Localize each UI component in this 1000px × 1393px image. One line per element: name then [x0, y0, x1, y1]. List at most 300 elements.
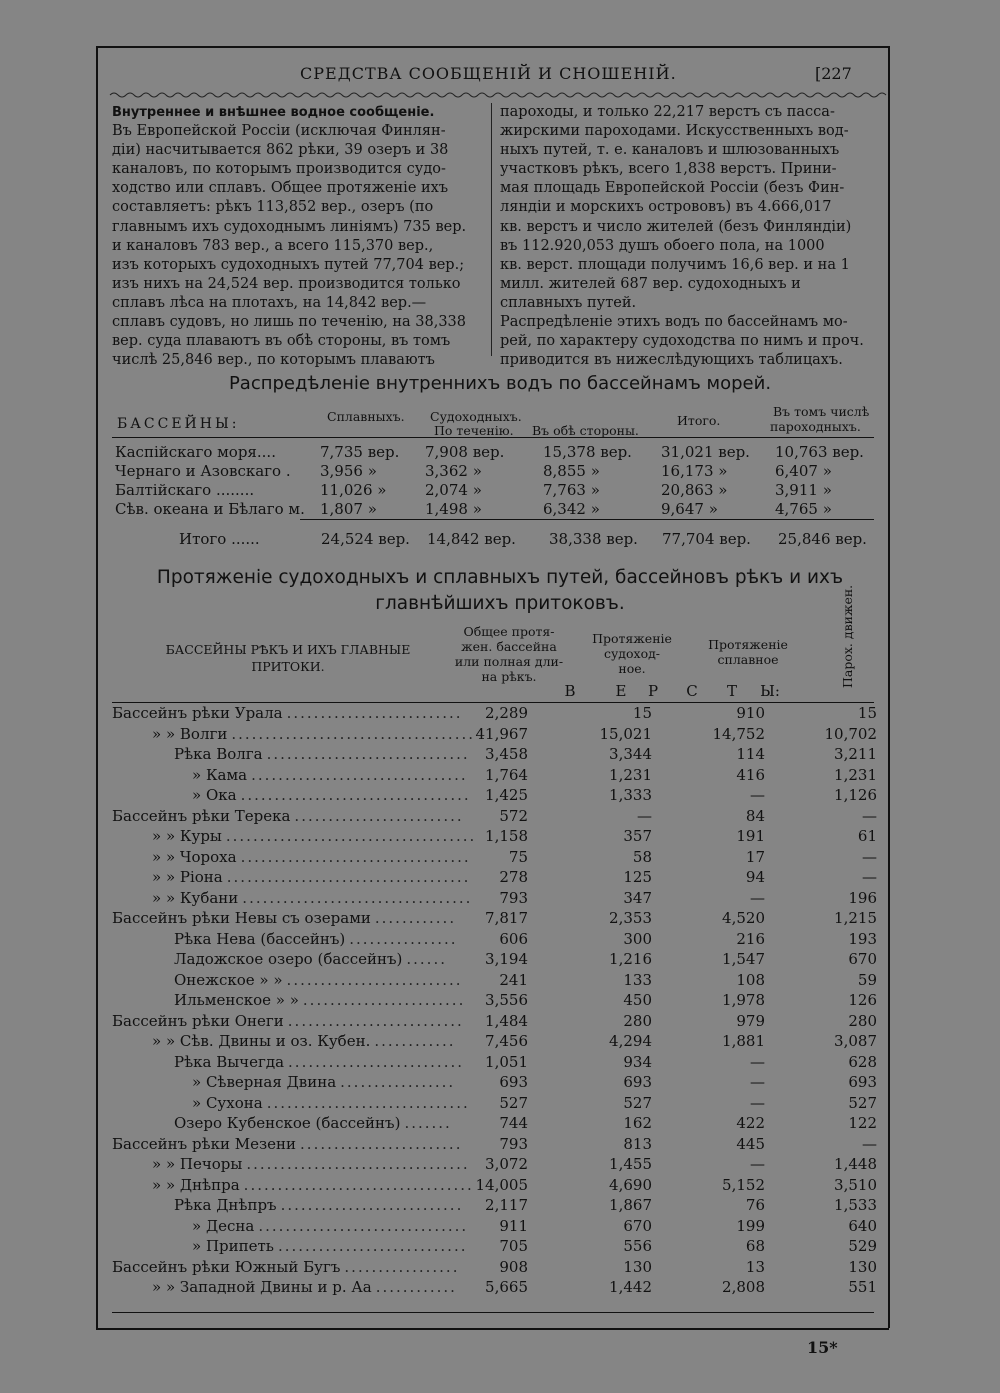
- table2-header-sudo: [582, 631, 682, 676]
- table-row: [112, 1258, 877, 1279]
- table-row: [112, 930, 877, 951]
- cell-sudo: 133: [623, 970, 652, 989]
- cell-par: 1,126: [834, 786, 877, 804]
- cell-sudo: 125: [623, 868, 652, 886]
- frame-bottom-rule: [96, 1328, 889, 1330]
- text-column-left: [112, 103, 484, 370]
- leader-dots: .................................: [246, 1155, 470, 1173]
- cell-par: 280: [848, 1011, 877, 1030]
- cell-par: 196: [848, 888, 877, 907]
- cell-total: 3,194: [485, 950, 528, 968]
- leader-dots: ........................: [302, 991, 466, 1009]
- leader-dots: ...............................: [258, 1216, 469, 1235]
- cell-splav: 910: [736, 704, 765, 722]
- table1-total-rule: [300, 519, 874, 520]
- versty-letter: Р: [647, 682, 659, 700]
- leader-dots: ..................................: [240, 786, 471, 804]
- text-line: вер. суда плаваютъ въ обѣ стороны, въ томъ: [112, 333, 451, 350]
- leader-dots: ....................................: [231, 724, 475, 743]
- river-name: » Сѣверная Двина: [192, 1073, 337, 1091]
- table1-cell-a: 11,026 »: [320, 481, 387, 499]
- table1-cell-d: 20,863 »: [661, 481, 728, 499]
- text-line: милл. жителей 687 вер. судоходныхъ и: [500, 275, 801, 292]
- table1-header-tech: По теченію.: [434, 423, 514, 438]
- table-row: [112, 704, 877, 725]
- cell-sudo: 130: [623, 1257, 652, 1276]
- cell-par: —: [862, 1134, 877, 1153]
- cell-par: 628: [848, 1052, 877, 1071]
- cell-total: 241: [499, 970, 528, 989]
- leader-dots: ..................................: [240, 847, 471, 866]
- table1-cell-d: 16,173 »: [661, 462, 728, 480]
- cell-splav: 2,808: [722, 1278, 765, 1296]
- river-name: » » Печоры: [152, 1155, 243, 1173]
- header-line: сплавное: [717, 652, 779, 667]
- river-name: » » Куры: [152, 827, 222, 845]
- cell-par: 3,087: [834, 1032, 877, 1050]
- cell-par: 122: [848, 1114, 877, 1132]
- table1-header-sudo: Судоходныхъ.: [430, 409, 522, 424]
- cell-splav: 68: [745, 1237, 765, 1255]
- table-row: [112, 725, 877, 746]
- cell-sudo: 670: [623, 1216, 652, 1235]
- table2-title-line2: главнѣйшихъ притоковъ.: [375, 593, 625, 614]
- river-name: » Припеть: [192, 1237, 274, 1255]
- leader-dots: ..............................: [266, 1093, 470, 1112]
- cell-par: 527: [848, 1093, 877, 1112]
- table-row: [112, 1155, 877, 1176]
- table1-total-a: 24,524 вер.: [321, 530, 410, 548]
- river-name: » Ока: [192, 786, 237, 804]
- cell-splav: 14,752: [712, 724, 765, 743]
- river-name: Ладожское озеро (бассейнъ): [174, 950, 403, 968]
- cell-total: 5,665: [485, 1278, 528, 1296]
- cell-par: —: [862, 847, 877, 866]
- cell-sudo: 1,231: [609, 765, 652, 784]
- cell-splav: 191: [736, 827, 765, 845]
- leader-dots: ..........................: [286, 970, 463, 989]
- cell-sudo: 15,021: [599, 724, 652, 743]
- table1-cell-e: 3,911 »: [775, 481, 832, 499]
- table1-cell-c: 6,342 »: [543, 500, 600, 518]
- table1-cell-c: 7,763 »: [543, 481, 600, 499]
- cell-sudo: —: [637, 806, 652, 825]
- table1-total-b: 14,842 вер.: [427, 530, 516, 548]
- leader-dots: ................................: [251, 765, 468, 784]
- cell-sudo: 357: [623, 827, 652, 845]
- cell-splav: 5,152: [722, 1175, 765, 1194]
- cell-sudo: 450: [623, 991, 652, 1009]
- cell-splav: 17: [745, 847, 765, 866]
- header-line: или полная дли-: [454, 654, 564, 669]
- cell-par: 1,231: [834, 765, 877, 784]
- table-row: [112, 991, 877, 1012]
- cell-total: 572: [499, 806, 528, 825]
- text-line: изъ которыхъ судоходныхъ путей 77,704 вер.;: [112, 256, 465, 273]
- cell-sudo: 693: [623, 1073, 652, 1091]
- cell-splav: 416: [736, 765, 765, 784]
- river-name: Рѣка Днѣпръ: [174, 1196, 277, 1214]
- leader-dots: ......: [406, 950, 447, 968]
- text-line: жирскими пароходами. Искусственныхъ вод-: [500, 123, 849, 140]
- table-row: [112, 909, 877, 930]
- table-row: [112, 1032, 877, 1053]
- leader-dots: ............: [374, 909, 457, 927]
- versty-letter: В: [564, 682, 576, 700]
- leader-dots: ..................................: [243, 1175, 474, 1194]
- table2-header-name-1: БАССЕЙНЫ РѢКЪ И ИХЪ ГЛАВНЫЕ: [165, 642, 411, 657]
- cell-splav: 84: [745, 806, 765, 825]
- leader-dots: .................: [344, 1257, 460, 1276]
- cell-splav: 1,881: [722, 1032, 765, 1050]
- cell-total: 14,005: [475, 1175, 528, 1194]
- table-row: [112, 950, 877, 971]
- table1-cell-d: 9,647 »: [661, 500, 718, 518]
- header-line: Протяженіе: [708, 637, 788, 652]
- text-line: участковъ рѣкъ, всего 1,838 верстъ. Прини-: [500, 161, 837, 178]
- frame-right-rule: [888, 46, 890, 1328]
- river-name: Бассейнъ рѣки Урала: [112, 704, 283, 722]
- cell-sudo: 3,344: [609, 745, 652, 763]
- cell-total: 744: [499, 1114, 528, 1132]
- cell-par: 1,215: [834, 909, 877, 927]
- text-line: изъ нихъ на 24,524 вер. производится только: [112, 275, 461, 292]
- versty-letter: Ы:: [760, 682, 780, 700]
- table-row: [112, 848, 877, 869]
- table-row: [115, 481, 875, 501]
- text-line: пароходы, и только 22,217 верстъ съ пасса-: [500, 104, 835, 120]
- leader-dots: .....................................: [225, 827, 477, 845]
- leader-dots: ..........................: [286, 704, 463, 722]
- table1-total-c: 38,338 вер.: [549, 530, 638, 548]
- river-name: Онежское » »: [174, 970, 283, 989]
- table1-cell-c: 8,855 »: [543, 462, 600, 480]
- cell-total: 3,556: [485, 991, 528, 1009]
- cell-splav: —: [750, 1155, 765, 1173]
- text-line: ходство или сплавъ. Общее протяженіе ихъ: [112, 180, 449, 197]
- cell-par: 551: [848, 1278, 877, 1296]
- river-name: » » Кубани: [152, 888, 239, 907]
- text-line: кв. верстъ и число жителей (безъ Финляндіи): [500, 218, 852, 235]
- table-row: [112, 807, 877, 828]
- leader-dots: ............: [374, 1032, 456, 1050]
- cell-total: 693: [499, 1073, 528, 1091]
- cell-total: 2,289: [485, 704, 528, 722]
- cell-par: 130: [848, 1257, 877, 1276]
- cell-splav: 199: [736, 1216, 765, 1235]
- cell-total: 606: [499, 929, 528, 948]
- cell-sudo: 1,333: [609, 786, 652, 804]
- table1-header-splav: Сплавныхъ.: [327, 409, 405, 424]
- leader-dots: ..............................: [266, 745, 470, 763]
- cell-splav: —: [750, 786, 765, 804]
- table-row: [112, 971, 877, 992]
- text-line: числѣ 25,846 вер., по которымъ плаваютъ: [112, 352, 435, 369]
- table-row: [112, 1135, 877, 1156]
- cell-total: 1,425: [485, 786, 528, 804]
- cell-par: 529: [848, 1237, 877, 1255]
- river-name: » » Сѣв. Двины и оз. Кубен.: [152, 1032, 371, 1050]
- cell-splav: 1,547: [722, 950, 765, 968]
- river-name: Бассейнъ рѣки Невы съ озерами: [112, 909, 371, 927]
- cell-sudo: 813: [623, 1134, 652, 1153]
- text-line: въ 112.920,053 душъ обоего пола, на 1000: [500, 237, 825, 254]
- text-line: сплавъ судовъ, но лишь по теченію, на 38,338: [112, 314, 466, 331]
- cell-total: 911: [499, 1216, 528, 1235]
- leader-dots: ..........................: [287, 1011, 464, 1030]
- text-line: мая площадь Европейской Россіи (безъ Фин-: [500, 180, 845, 197]
- cell-total: 1,764: [485, 765, 528, 784]
- cell-sudo: 15: [632, 704, 652, 722]
- header-line: Протяженіе: [592, 631, 672, 646]
- cell-splav: 979: [736, 1011, 765, 1030]
- cell-total: 7,817: [485, 909, 528, 927]
- cell-par: 3,211: [834, 745, 877, 763]
- header-line: жен. бассейна: [461, 639, 557, 654]
- header-line: судоход-: [603, 646, 661, 661]
- table1-basin-name: Каспійскаго моря....: [115, 443, 276, 461]
- table1-title: Распредѣленіе внутреннихъ водъ по бассейнамъ морей.: [228, 373, 772, 394]
- table2-header-name-2: ПРИТОКИ.: [251, 659, 325, 674]
- table1-cell-b: 1,498 »: [425, 500, 482, 518]
- text-line: кв. верст. площади получимъ 16,6 вер. и на 1: [500, 256, 850, 273]
- versty-letter: С: [686, 682, 698, 700]
- table-row: [115, 500, 875, 520]
- table1-cell-a: 7,735 вер.: [320, 443, 400, 461]
- cell-sudo: 1,867: [609, 1196, 652, 1214]
- cell-splav: 216: [736, 929, 765, 948]
- table-row: [112, 1073, 877, 1094]
- cell-splav: 13: [745, 1257, 765, 1276]
- table1-header-rule: [112, 437, 874, 438]
- river-name: Бассейнъ рѣки Онеги: [112, 1011, 284, 1030]
- text-line: ляндіи и морскихъ острововъ) въ 4.666,017: [500, 199, 832, 216]
- cell-splav: 445: [736, 1134, 765, 1153]
- cell-total: 793: [499, 1134, 528, 1153]
- text-line: каналовъ, по которымъ производится судо-: [112, 161, 446, 178]
- leader-dots: ............................: [277, 1237, 468, 1255]
- table1-cell-b: 3,362 »: [425, 462, 482, 480]
- cell-sudo: 280: [623, 1011, 652, 1030]
- river-name: Рѣка Нева (бассейнъ): [174, 929, 346, 948]
- header-line: на рѣкъ.: [481, 669, 537, 684]
- leader-dots: ...........................: [280, 1196, 464, 1214]
- cell-splav: —: [750, 888, 765, 907]
- cell-splav: 108: [736, 970, 765, 989]
- river-name: » » Ріона: [152, 868, 223, 886]
- text-line: сплавъ лѣса на плотахъ, на 14,842 вер.—: [112, 294, 427, 311]
- cell-splav: —: [750, 1093, 765, 1112]
- cell-splav: —: [750, 1073, 765, 1091]
- cell-par: 61: [857, 827, 877, 845]
- running-head-title: СРЕДСТВА СООБЩЕНІЙ И СНОШЕНІЙ.: [300, 64, 677, 83]
- cell-total: 1,158: [485, 827, 528, 845]
- page-number: [227: [815, 64, 852, 83]
- cell-sudo: 4,690: [609, 1175, 652, 1194]
- cell-splav: —: [750, 1052, 765, 1071]
- table-row: [112, 1196, 877, 1217]
- table1-header-basin: БАССЕЙНЫ:: [117, 416, 240, 432]
- text-line: Внутреннее и внѣшнее водное сообщеніе.: [112, 105, 435, 120]
- table2-header-par: [812, 584, 882, 696]
- cell-total: 75: [508, 847, 528, 866]
- cell-total: 3,072: [485, 1155, 528, 1173]
- cell-sudo: 556: [623, 1237, 652, 1255]
- versty-letter: Т: [726, 682, 737, 700]
- cell-total: 527: [499, 1093, 528, 1112]
- leader-dots: ....................................: [226, 868, 471, 886]
- cell-total: 2,117: [485, 1196, 528, 1214]
- cell-splav: 422: [736, 1114, 765, 1132]
- cell-total: 908: [499, 1257, 528, 1276]
- table1-cell-e: 4,765 »: [775, 500, 832, 518]
- text-line: сплавныхъ путей.: [500, 294, 637, 311]
- river-name: » Десна: [192, 1216, 255, 1235]
- cell-splav: 94: [745, 868, 765, 886]
- cell-par: 640: [848, 1216, 877, 1235]
- table1-total-row: [115, 530, 875, 550]
- table2-bottom-rule: [112, 1312, 874, 1313]
- table1-cell-a: 1,807 »: [320, 500, 377, 518]
- river-name: » » Западной Двины и р. Аа: [152, 1278, 372, 1296]
- cell-par: —: [862, 868, 877, 886]
- frame-left-rule: [96, 46, 98, 1328]
- table1-total-d: 77,704 вер.: [662, 530, 751, 548]
- table1-basin-name: Балтійскаго ........: [115, 481, 255, 499]
- table-row: [112, 1217, 877, 1238]
- table1-cell-a: 3,956 »: [320, 462, 377, 480]
- header-line: ное.: [618, 661, 646, 676]
- table2-header-splav: [698, 637, 798, 667]
- cell-total: 1,484: [485, 1011, 528, 1030]
- table1-total-label: Итого ......: [179, 530, 260, 548]
- table1-cell-b: 2,074 »: [425, 481, 482, 499]
- cell-sudo: 58: [632, 847, 652, 866]
- cell-splav: 1,978: [722, 991, 765, 1009]
- frame-top-rule: [96, 46, 889, 48]
- table-row: [112, 1094, 877, 1115]
- river-name: Бассейнъ рѣки Терека: [112, 806, 291, 825]
- text-line: ныхъ путей, т. е. каналовъ и шлюзованныхъ: [500, 142, 840, 159]
- cell-par: 59: [857, 970, 877, 989]
- leader-dots: .................: [340, 1073, 456, 1091]
- cell-total: 3,458: [485, 745, 528, 763]
- river-name: Озеро Кубенское (бассейнъ): [174, 1114, 401, 1132]
- table2-header-rule: [112, 702, 874, 703]
- river-name: » » Волги: [152, 724, 228, 743]
- cell-splav: 4,520: [722, 909, 765, 927]
- leader-dots: .........................: [294, 806, 464, 825]
- table-row: [112, 889, 877, 910]
- table1-basin-name: Сѣв. океана и Бѣлаго м.: [115, 500, 305, 518]
- leader-dots: .......: [404, 1114, 452, 1132]
- table1-basin-name: Чернаго и Азовскаго .: [115, 462, 291, 480]
- leader-dots: ................: [349, 929, 458, 948]
- table1-total-e: 25,846 вер.: [778, 530, 867, 548]
- cell-par: 10,702: [824, 724, 877, 743]
- table-row: [112, 1237, 877, 1258]
- table1-cell-b: 7,908 вер.: [425, 443, 505, 461]
- table2-header-total: [446, 624, 572, 684]
- svg-text:Парох. движен.: Парох. движен.: [840, 584, 855, 688]
- versty-letter: Е: [615, 682, 627, 700]
- river-name: Бассейнъ рѣки Мезени: [112, 1134, 297, 1153]
- cell-sudo: 1,216: [609, 950, 652, 968]
- cell-total: 705: [499, 1237, 528, 1255]
- table-row: [112, 745, 877, 766]
- table1-cell-c: 15,378 вер.: [543, 443, 632, 461]
- table-row: [112, 1278, 877, 1299]
- table-row: [112, 827, 877, 848]
- cell-sudo: 347: [623, 888, 652, 907]
- leader-dots: ............: [375, 1278, 457, 1296]
- cell-sudo: 2,353: [609, 909, 652, 927]
- cell-par: 126: [848, 991, 877, 1009]
- table-row: [112, 766, 877, 787]
- table1-header-par2: пароходныхъ.: [770, 419, 861, 434]
- cell-total: 41,967: [475, 724, 528, 743]
- text-line: и каналовъ 783 вер., а всего 115,370 вер.,: [112, 237, 434, 254]
- table1-header-par1: Въ томъ числѣ: [773, 404, 870, 419]
- text-line: Въ Европейской Россіи (исключая Финлян-: [112, 123, 446, 140]
- table1-cell-e: 6,407 »: [775, 462, 832, 480]
- cell-total: 1,051: [485, 1052, 528, 1071]
- cell-sudo: 4,294: [609, 1032, 652, 1050]
- text-line: главнымъ ихъ судоходнымъ линіямъ) 735 вер.: [112, 218, 467, 235]
- cell-total: 793: [499, 888, 528, 907]
- table-row: [112, 868, 877, 889]
- cell-par: 1,448: [834, 1155, 877, 1173]
- table2-title-line1: Протяженіе судоходныхъ и сплавныхъ путей, бассейновъ рѣкъ и ихъ: [156, 567, 844, 588]
- cell-sudo: 162: [623, 1114, 652, 1132]
- cell-par: 693: [848, 1073, 877, 1091]
- table1-header-itogo: Итого.: [677, 413, 721, 428]
- cell-sudo: 1,455: [609, 1155, 652, 1173]
- table-row: [112, 1176, 877, 1197]
- river-name: » » Чороха: [152, 847, 237, 866]
- river-name: » Сухона: [192, 1093, 263, 1112]
- cell-par: 3,510: [834, 1175, 877, 1194]
- river-name: Рѣка Волга: [174, 745, 263, 763]
- table-row: [112, 786, 877, 807]
- text-line: составляетъ: рѣкъ 113,852 вер., озеръ (по: [112, 199, 434, 216]
- column-divider: [491, 103, 492, 356]
- river-name: Бассейнъ рѣки Южный Бугъ: [112, 1257, 341, 1276]
- cell-sudo: 300: [623, 929, 652, 948]
- river-name: » » Днѣпра: [152, 1175, 240, 1194]
- header-line: Общее протя-: [463, 624, 555, 639]
- signature-mark: 15*: [807, 1338, 838, 1357]
- cell-par: 193: [848, 929, 877, 948]
- table1-header-both: Въ обѣ стороны.: [532, 423, 639, 438]
- cell-splav: 76: [745, 1196, 765, 1214]
- text-line: приводится въ нижеслѣдующихъ таблицахъ.: [500, 352, 843, 369]
- cell-par: 1,533: [834, 1196, 877, 1214]
- cell-par: 670: [848, 950, 877, 968]
- cell-sudo: 527: [623, 1093, 652, 1112]
- river-name: » Кама: [192, 765, 248, 784]
- leader-dots: ..................................: [242, 888, 473, 907]
- text-line: рей, по характеру судоходства по нимъ и проч.: [500, 333, 864, 350]
- cell-total: 278: [499, 868, 528, 886]
- cell-sudo: 1,442: [609, 1278, 652, 1296]
- cell-splav: 114: [736, 745, 765, 763]
- river-name: Рѣка Вычегда: [174, 1052, 285, 1071]
- table-row: [112, 1012, 877, 1033]
- leader-dots: ..........................: [288, 1052, 465, 1071]
- text-column-right: [500, 103, 874, 370]
- table-row: [112, 1053, 877, 1074]
